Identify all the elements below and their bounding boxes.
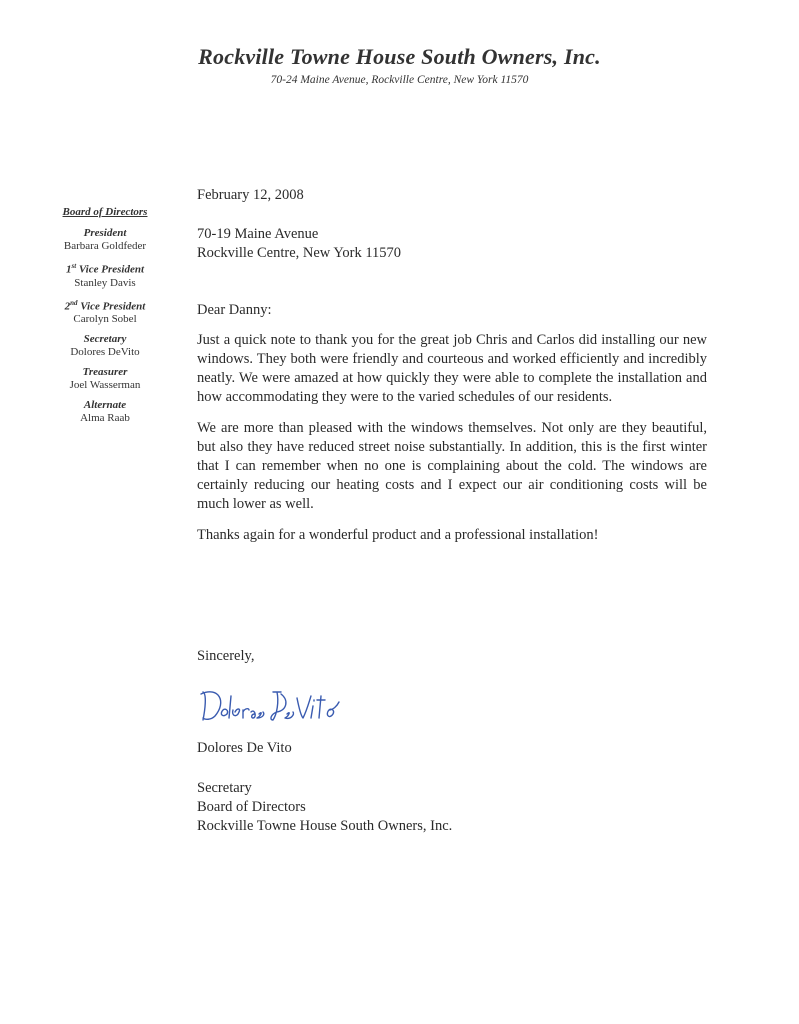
officer-entry (40, 297, 170, 327)
officer-role: 2nd Vice President (64, 298, 146, 313)
organization-name: Rockville Towne House South Owners, Inc. (198, 44, 601, 69)
signer-title-line: Board of Directors (197, 799, 306, 815)
board-heading: Board of Directors (62, 206, 148, 218)
officer-name: Joel Wasserman (69, 379, 141, 392)
officer-name: Alma Raab (80, 412, 130, 425)
officer-entry (40, 260, 170, 290)
officer-role: President (83, 227, 127, 239)
signer-title-block (197, 779, 707, 836)
recipient-address (197, 225, 707, 263)
officer-role: Secretary (83, 333, 127, 346)
letter-date: February 12, 2008 (197, 187, 304, 203)
organization-address: 70-24 Maine Avenue, Rockville Centre, New York 11570 (270, 74, 529, 86)
officer-entry (40, 333, 170, 359)
officer-name: Stanley Davis (74, 276, 136, 289)
signature-icon (197, 680, 347, 730)
closing: Sincerely, (197, 648, 255, 664)
body-paragraph: Thanks again for a wonderful product and a professional installation! (197, 527, 599, 543)
officer-role: Alternate (83, 399, 127, 412)
recipient-address-line: Rockville Centre, New York 11570 (197, 245, 402, 261)
handwritten-signature (197, 680, 347, 730)
officer-entry (40, 227, 170, 253)
salutation: Dear Danny: (197, 302, 272, 318)
officer-role: 1st Vice President (66, 262, 144, 276)
officer-name: Barbara Goldfeder (63, 240, 147, 252)
officer-name: Carolyn Sobel (73, 313, 137, 326)
signer-title-line: Secretary (197, 780, 252, 796)
signer-title-line: Rockville Towne House South Owners, Inc. (197, 818, 453, 834)
board-of-directors-sidebar (40, 206, 170, 432)
officer-role: Treasurer (82, 366, 128, 379)
letterhead (0, 44, 799, 86)
officer-entry (40, 399, 170, 425)
body-paragraph: Just a quick note to thank you for the great job Chris and Carlos did installing our new windows. They both were friendly and courteous and worked efficiently and incredibly neatly. We were amazed at how quickly they were able to complete the installation and how accommodating they were to the varied schedules of our residents. (197, 332, 707, 405)
signer-name: Dolores De Vito (197, 740, 292, 756)
body-paragraph: We are more than pleased with the windows themselves. Not only are they beautiful, but also they have reduced street noise substantially. In addition, this is the first winter that I can remember when no one is complaining about the cold. The windows are certainly reducing our heating costs and I expect our air conditioning costs will be much lower as well. (197, 420, 707, 512)
recipient-address-line: 70-19 Maine Avenue (197, 226, 319, 242)
letter-body (197, 331, 707, 557)
officer-entry (40, 366, 170, 392)
officer-name: Dolores DeVito (70, 346, 140, 359)
